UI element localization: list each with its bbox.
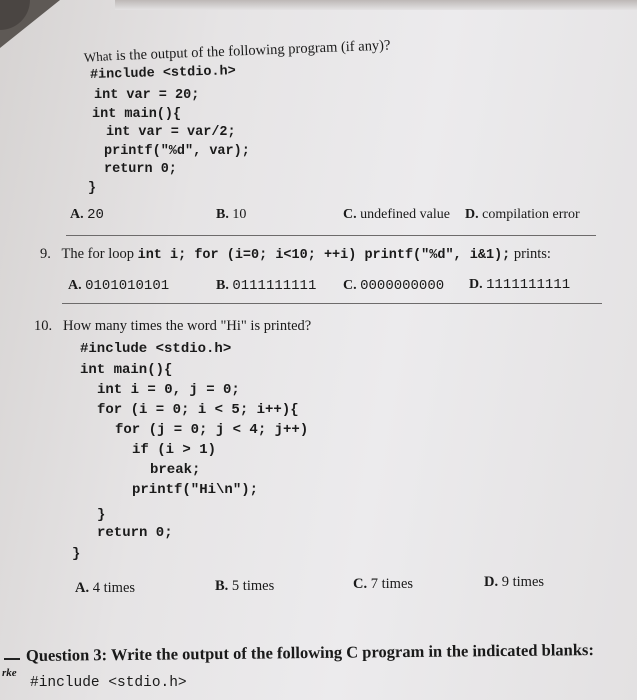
q10-question: How many times the word "Hi" is printed?: [63, 318, 312, 334]
divider-1: [66, 235, 596, 236]
q10-code-line-9: }: [97, 507, 106, 523]
q10-option-d: D. 9 times: [484, 574, 545, 590]
q8-option-c: C. undefined value: [343, 207, 450, 222]
page-top-shadow: [115, 0, 637, 10]
margin-mark: rke: [2, 667, 17, 679]
q8-code-line-1: #include <stdio.h>: [89, 64, 236, 83]
margin-dash: [4, 658, 20, 660]
q3-code-line-1: #include <stdio.h>: [30, 675, 187, 691]
q10-code-line-2: int main(){: [80, 362, 173, 378]
q9-line: 9. The for loop int i; for (i=0; i<10; ++i) printf("%d", i&1); prints:: [40, 246, 551, 263]
q8-code-line-7: }: [88, 181, 97, 196]
q8-question: is the output of the following program (if any)?: [115, 37, 391, 64]
q10-option-a: A. 4 times: [75, 580, 136, 596]
q10-code-line-7: break;: [150, 462, 201, 478]
q8-code-line-5: printf("%d", var);: [104, 144, 250, 159]
q8-option-d: D. compilation error: [465, 207, 580, 222]
q8-code-line-2: int var = 20;: [94, 88, 200, 103]
q8-code-line-6: return 0;: [104, 162, 177, 177]
page-corner-dark: [0, 0, 34, 36]
q9-number: 9.: [40, 246, 51, 262]
q10-code-line-11: }: [72, 546, 81, 562]
q8-code-line-3: int main(){: [92, 107, 182, 122]
q8-option-b: B. 10: [216, 207, 247, 222]
q10-code-line-4: for (i = 0; i < 5; i++){: [97, 402, 299, 418]
q10-code-line-5: for (j = 0; j < 4; j++): [115, 422, 309, 438]
q10-code-line-10: return 0;: [97, 525, 173, 541]
q9-option-d: D. 1111111111: [469, 277, 571, 293]
q10-code-line-6: if (i > 1): [132, 442, 217, 458]
q8-code-line-4: int var = var/2;: [106, 125, 236, 140]
q3-heading: Question 3: Write the output of the following C program in the indicated blanks:: [25, 640, 594, 665]
q8-option-a: A. 20: [70, 207, 104, 223]
q8-prefix: What: [83, 48, 113, 65]
q9-option-c: C. 0000000000: [343, 278, 445, 294]
q10-code-line-3: int i = 0, j = 0;: [97, 382, 240, 398]
q9-option-a: A. 0101010101: [68, 278, 170, 294]
q10-code-line-1: #include <stdio.h>: [80, 341, 232, 357]
q9-code-inline: int i; for (i=0; i<10; ++i) printf("%d", i&1);: [137, 248, 511, 263]
q9-option-b: B. 0111111111: [216, 278, 317, 294]
q10-code-line-8: printf("Hi\n");: [132, 482, 259, 498]
divider-2: [62, 303, 602, 304]
q10-option-b: B. 5 times: [215, 578, 275, 594]
q10-option-c: C. 7 times: [353, 576, 414, 592]
q10-number: 10.: [34, 318, 53, 334]
